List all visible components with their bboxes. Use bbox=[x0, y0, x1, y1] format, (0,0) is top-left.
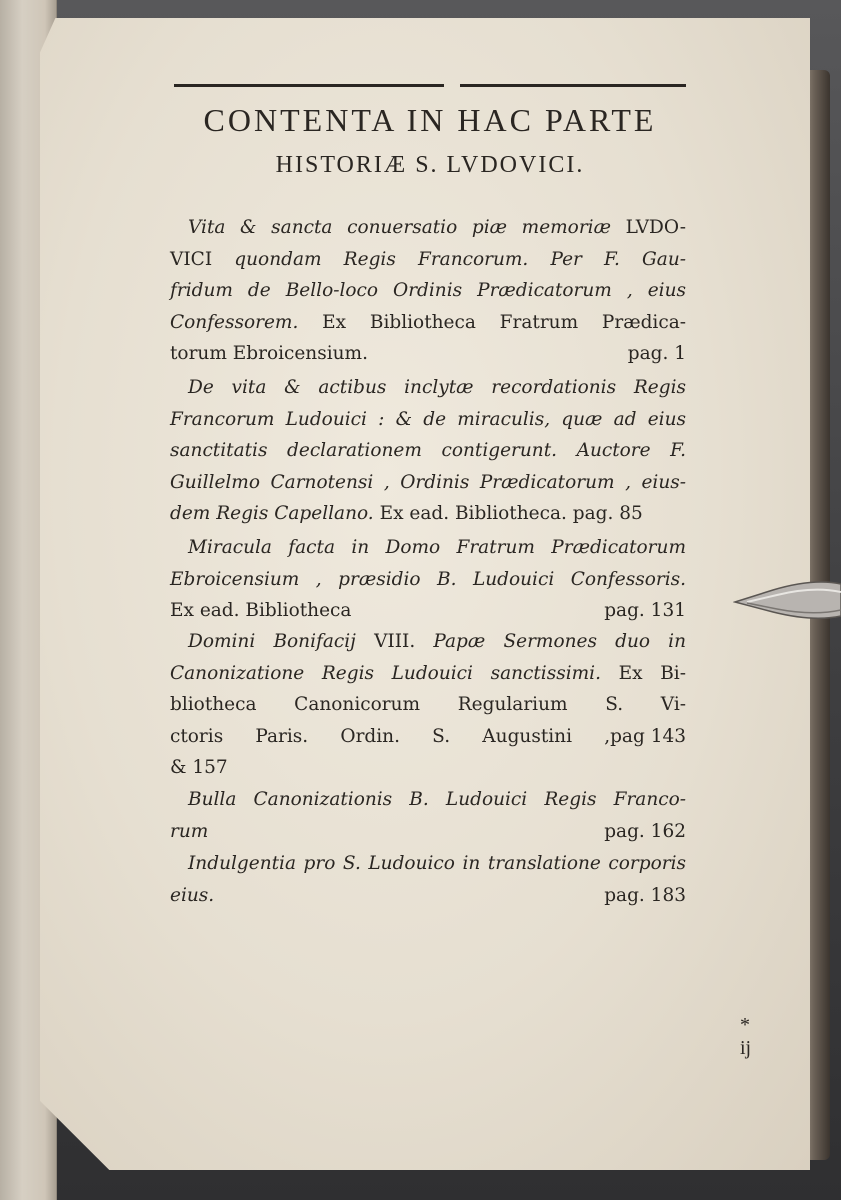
entry-line bbox=[170, 372, 686, 404]
entry-line bbox=[170, 626, 686, 658]
entry-text: Ex ead. Bibliotheca. pag. 85 bbox=[379, 503, 643, 524]
entry-line bbox=[170, 595, 686, 627]
entry-line bbox=[170, 564, 686, 596]
entry-line bbox=[170, 752, 686, 784]
entry-text: ctoris Paris. Ordin. S. Augustini , bbox=[170, 725, 611, 747]
entry-text: & 157 bbox=[170, 757, 228, 778]
entry-text: Papæ Sermones duo in bbox=[433, 631, 687, 652]
entry-text: Confessorem. bbox=[170, 311, 323, 333]
entry-line bbox=[170, 498, 686, 530]
entry-text: Bulla Canonizationis B. Ludouici Regis Franco- bbox=[188, 789, 686, 810]
page-holder-blade bbox=[733, 576, 841, 624]
entry-line bbox=[170, 848, 686, 880]
entry-line bbox=[170, 689, 686, 721]
entry-text: Ex Bibliotheca Fratrum Prædica- bbox=[322, 311, 686, 333]
contents-entry bbox=[170, 372, 686, 530]
entry-line bbox=[170, 658, 686, 690]
entry-line bbox=[170, 532, 686, 564]
entry-text: fridum de Bello-loco Ordinis Prædicatorum , eius bbox=[170, 280, 686, 301]
entry-text: torum Ebroicensium. bbox=[170, 343, 368, 364]
entry-line bbox=[170, 467, 686, 499]
entry-text: VIII. bbox=[374, 631, 434, 652]
entry-line bbox=[170, 307, 686, 339]
entry-line bbox=[170, 721, 686, 753]
entry-text: VICI bbox=[170, 248, 235, 270]
entry-page-number: pag. 131 bbox=[604, 600, 686, 621]
entry-text: Miracula facta in Domo Fratrum Prædicatorum bbox=[188, 537, 686, 558]
entry-text: Ex Bi- bbox=[618, 662, 686, 684]
entry-text: Ebroicensium , præsidio B. Ludouici Confessoris. bbox=[170, 568, 686, 590]
rule-right bbox=[460, 84, 686, 87]
entry-text: rum bbox=[170, 820, 209, 842]
entry-text: Guillelmo Carnotensi , Ordinis Prædicatorum , eius- bbox=[170, 471, 686, 493]
entry-text: dem Regis Capellano. bbox=[170, 503, 380, 524]
contents-entry bbox=[170, 626, 686, 784]
entry-text: eius. bbox=[170, 884, 215, 906]
contents-entry bbox=[170, 784, 686, 847]
entry-text: LVDO- bbox=[625, 217, 686, 238]
entry-line bbox=[170, 404, 686, 436]
entry-line bbox=[170, 275, 686, 307]
entry-text: Bonifacij bbox=[273, 631, 375, 652]
entry-line bbox=[170, 244, 686, 276]
entry-line bbox=[170, 338, 686, 370]
entry-text: quondam Regis Francorum. Per F. Gau- bbox=[234, 248, 686, 270]
entry-text: Domini bbox=[188, 631, 274, 652]
entry-text: Indulgentia pro S. Ludouico in translatione corporis bbox=[188, 853, 686, 874]
entry-line bbox=[170, 880, 686, 912]
contents-entry bbox=[170, 532, 686, 627]
signature-mark: * ij bbox=[740, 1014, 752, 1059]
entry-line bbox=[170, 784, 686, 816]
entry-text: Francorum Ludouici : & de miraculis, quæ ad eius bbox=[170, 408, 686, 430]
entry-page-number: pag. 183 bbox=[604, 884, 686, 906]
page-title: CONTENTA IN HAC PARTE bbox=[203, 102, 657, 138]
entry-text: sanctitatis declarationem contigerunt. Auctore F. bbox=[170, 440, 686, 461]
entry-line bbox=[170, 435, 686, 467]
entry-text: bliotheca Canonicorum Regularium S. Vi- bbox=[170, 694, 686, 715]
entry-page-number: pag. 162 bbox=[604, 820, 686, 842]
entry-text: De vita & actibus inclytæ recordationis Regis bbox=[188, 377, 686, 398]
entry-text: Canonizatione Regis Ludouici sanctissimi. bbox=[170, 662, 619, 684]
page-subtitle: HISTORIÆ S. LVDOVICI. bbox=[275, 152, 585, 178]
entry-line bbox=[170, 816, 686, 848]
entry-line bbox=[170, 212, 686, 244]
entry-page-number: pag 143 bbox=[610, 725, 686, 747]
entry-text: Vita & sancta conuersatio piæ memoriæ bbox=[188, 217, 626, 238]
rule-left bbox=[174, 84, 444, 87]
contents-entry bbox=[170, 848, 686, 911]
header-rule bbox=[170, 84, 686, 88]
entry-text: Ex ead. Bibliotheca bbox=[170, 600, 352, 621]
entry-page-number: pag. 1 bbox=[627, 343, 686, 364]
contents-entry bbox=[170, 212, 686, 370]
